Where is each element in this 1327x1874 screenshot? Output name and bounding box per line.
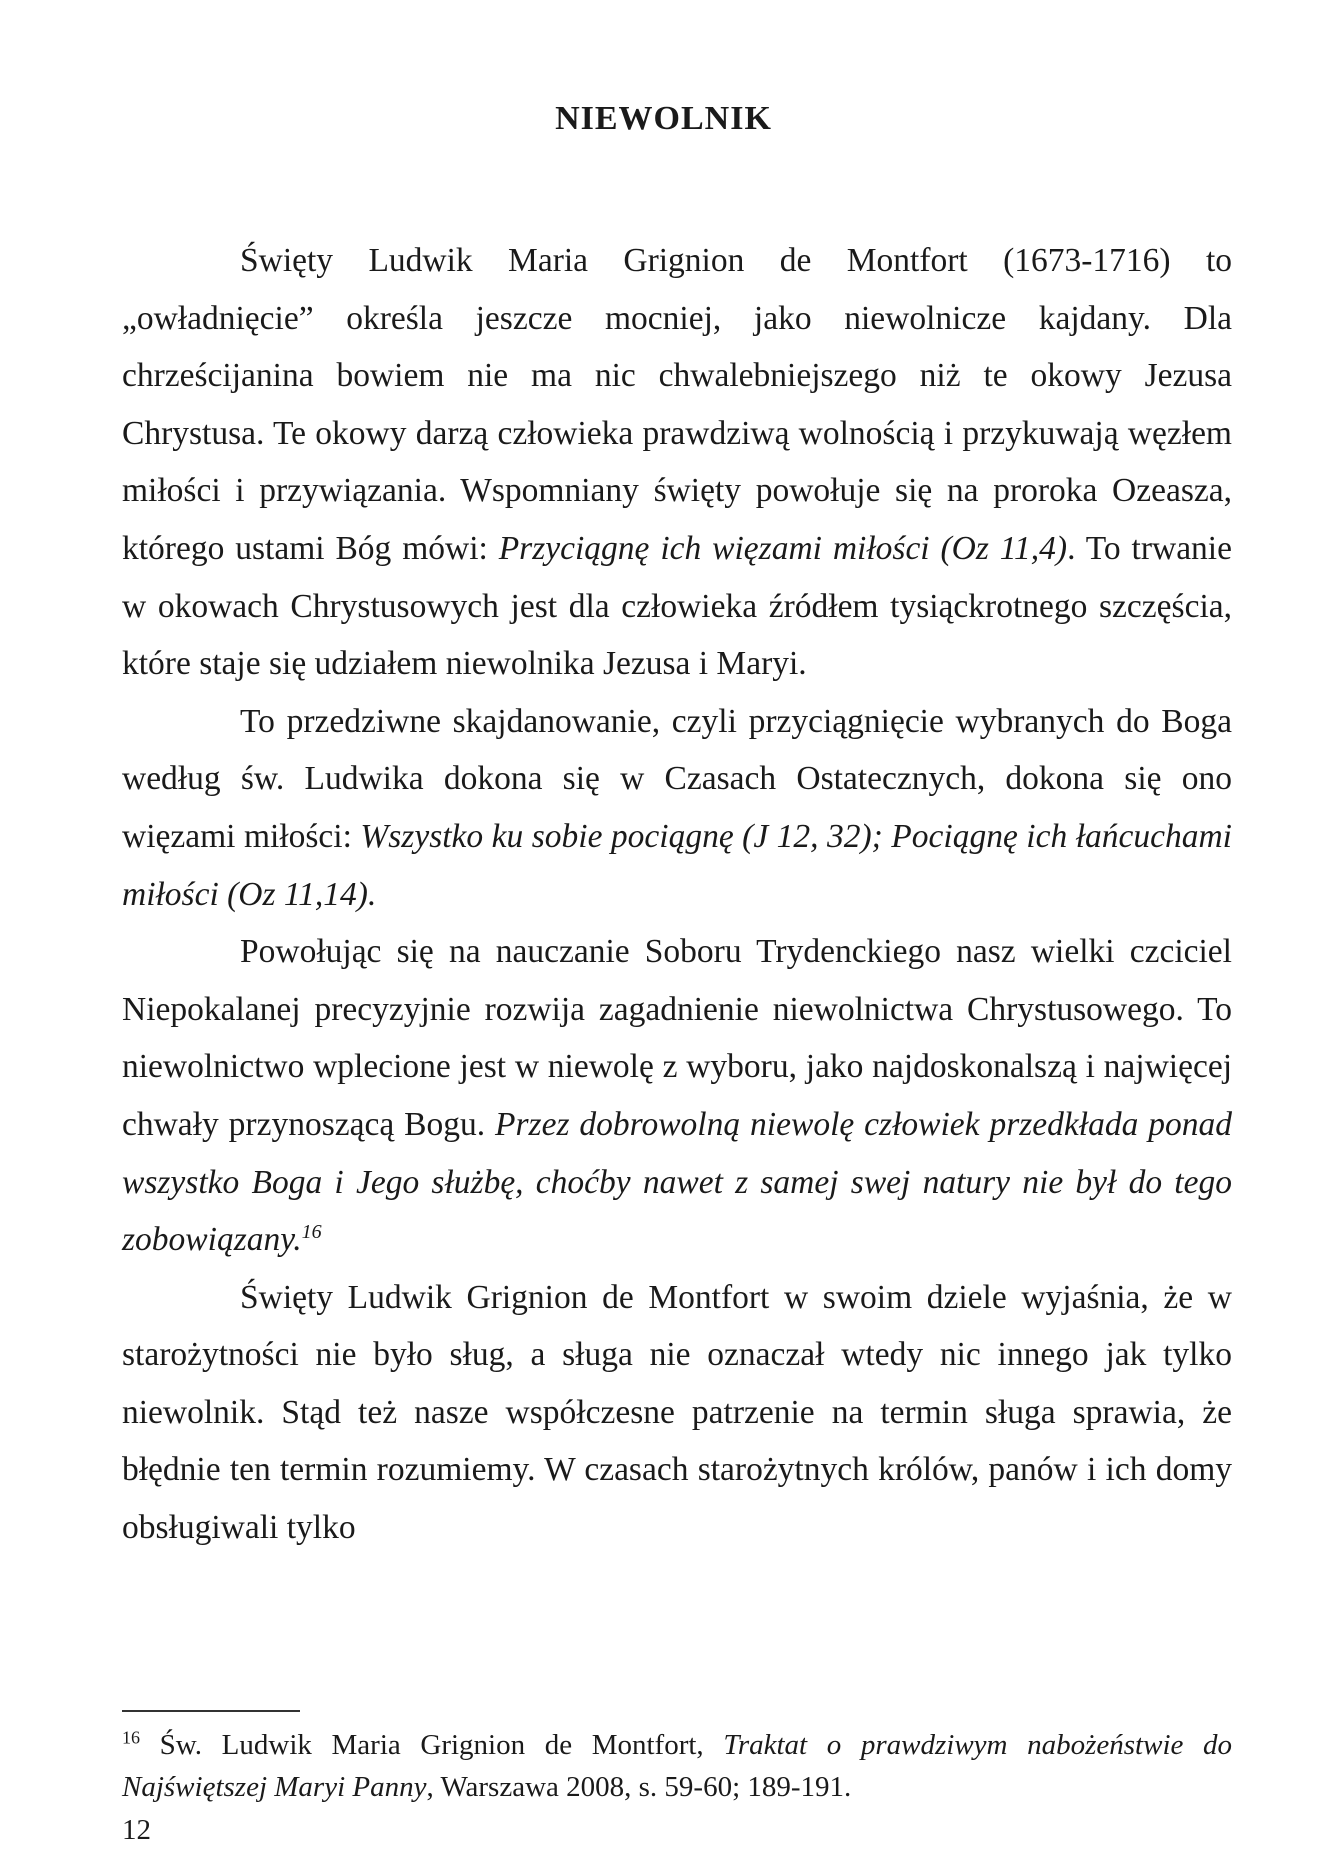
paragraph-3-text-1: Powołując się na nauczanie Soboru Trydenckiego nasz wielki czciciel Niepokalanej precyzyjnie rozwija zagadnienie niewolnictwa Chrystusowego. To niewolnictwo wplecione jest w niewolę z wyboru, jako najdoskonalszą i najwięcej chwały przynoszącą Bogu. xyxy=(122,933,1232,1143)
paragraph-1-quote: Przyciągnę ich więzami miłości (Oz 11,4) xyxy=(498,529,1068,567)
footnote-text-1: Św. Ludwik Maria Grignion de Montfort, xyxy=(140,1729,724,1761)
paragraph-2-text-1: To przedziwne skajdanowanie, czyli przyciągnięcie wybranych do Boga według św. Ludwika dokona się w Czasach Ostatecznych, dokona się ono więzami miłości: xyxy=(122,702,1232,855)
paragraph-3-quote: Przez dobrowolną niewolę człowiek przedkłada ponad wszystko Boga i Jego służbę, choćby nawet z samej swej natury nie był do tego zobowiązany. xyxy=(122,1105,1233,1259)
footnote-text-2: , Warszawa 2008, s. 59-60; 189-191. xyxy=(426,1771,852,1803)
paragraph-3 xyxy=(122,923,1232,1269)
paragraph-1-text-1: Święty Ludwik Maria Grignion de Montfort (1673-1716) to „owładnięcie” określa jeszcze mocniej, jako niewolnicze kajdany. Dla chrześcijanina bowiem nie ma nic chwalebniejszego niż te okowy Jezusa Chrystusa. Te okowy darzą człowieka prawdziwą wolnością i przykuwają węzłem miłości i przywiązania. Wspomniany święty powołuje się na proroka Ozeasza, którego ustami Bóg mówi: xyxy=(122,242,1232,567)
page-number: 12 xyxy=(122,1814,151,1846)
paragraph-1-text-2: . To trwanie w okowach Chrystusowych jest dla człowieka źródłem tysiąckrotnego szczęścia, które staje się udziałem niewolnika Jezusa i Maryi. xyxy=(122,529,1232,683)
body-text xyxy=(122,232,1232,1557)
footnote xyxy=(122,1724,1232,1808)
paragraph-4-text-1: Święty Ludwik Grignion de Montfort w swoim dziele wyjaśnia, że w starożytności nie było sług, a sługa nie oznaczał wtedy nic innego jak tylko niewolnik. Stąd też nasze współczesne patrzenie na termin sługa sprawia, że błędnie ten termin rozumiemy. W czasach starożytnych królów, panów i ich domy obsługiwali tylko xyxy=(122,1278,1232,1547)
paragraph-2-quote: Wszystko ku sobie pociągnę (J 12, 32); Pociągnę ich łańcuchami miłości (Oz 11,14). xyxy=(122,817,1232,913)
footnote-reference[interactable]: 16 xyxy=(301,1220,322,1243)
footnote-divider xyxy=(122,1710,300,1712)
chapter-title: NIEWOLNIK xyxy=(555,100,772,137)
paragraph-1 xyxy=(122,232,1232,693)
footnote-number: 16 xyxy=(122,1727,140,1748)
paragraph-2 xyxy=(122,693,1232,923)
footnote-book-title: Traktat o prawdziwym nabożeństwie do Najświętszej Maryi Panny xyxy=(122,1729,1233,1803)
paragraph-4 xyxy=(122,1269,1232,1557)
